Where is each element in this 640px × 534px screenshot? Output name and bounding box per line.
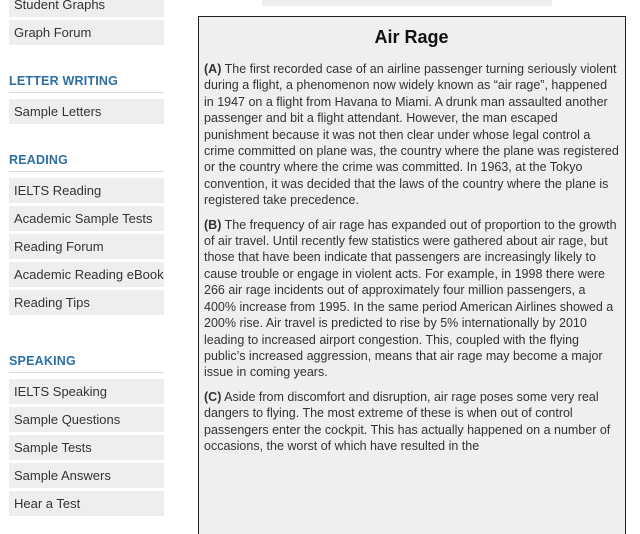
paragraph-letter: (A) — [204, 62, 222, 76]
paragraph-text: The first recorded case of an airline passenger turning seriously violent during a flight, a phenomenon now widely known as “air rage”, happened in 1947 on a flight from Havana to Miami. A drunk man assaulted another passenger and bit a flight attendant. However, the man escaped punishment because it was not then clear under whose legal control a crime committed on plane was, the country where the plane was registered or the country where the crime was committed. In 1963, at the Tokyo convention, it was decided that the laws of the country where the plane is registered take precedence. — [204, 62, 619, 208]
article-paragraph-c — [204, 389, 619, 455]
sidebar-nav — [9, 0, 164, 519]
sidebar-item-sample-tests[interactable]: Sample Tests — [9, 435, 164, 460]
sidebar-item-academic-reading-ebook[interactable]: Academic Reading eBook — [9, 262, 164, 287]
sidebar-item-sample-questions[interactable]: Sample Questions — [9, 407, 164, 432]
article-paragraph-a — [204, 61, 619, 209]
sidebar-item-academic-sample-tests[interactable]: Academic Sample Tests — [9, 206, 164, 231]
section-heading-reading: READING — [9, 153, 164, 172]
section-heading-letter-writing: LETTER WRITING — [9, 74, 164, 93]
top-strip — [262, 0, 552, 6]
sidebar-item-ielts-speaking[interactable]: IELTS Speaking — [9, 379, 164, 404]
paragraph-letter: (C) — [204, 389, 222, 404]
paragraph-text: Aside from discomfort and disruption, air rage poses some very real dangers to flying. The most extreme of these is when out of control passengers enter the cockpit. This has actually happened on a number of occasions, the worst of which have resulted in the — [204, 389, 611, 453]
sidebar-item-ielts-reading[interactable]: IELTS Reading — [9, 178, 164, 203]
article-box — [198, 16, 626, 534]
paragraph-letter: (B) — [204, 217, 222, 232]
sidebar-item-student-graphs[interactable]: Student Graphs — [9, 0, 164, 17]
sidebar-item-sample-letters[interactable]: Sample Letters — [9, 99, 164, 124]
article-paragraph-b — [204, 217, 619, 381]
sidebar-item-sample-answers[interactable]: Sample Answers — [9, 463, 164, 488]
section-heading-speaking: SPEAKING — [9, 354, 164, 373]
paragraph-text: The frequency of air rage has expanded out of proportion to the growth of air travel. Until recently few statistics were gathered about air rage, but those that have been indicate that passengers are increasingly likely to cause trouble or engage in violent acts. For example, in 1998 there were 266 air rage incidents out of approximately four million passengers, a 400% increase from 1995. In the same period American Airlines showed a 200% rise. Air travel is predicted to rise by 5% internationally by 2010 leading to increased airport congestion. This, coupled with the flying public’s increased aggression, means that air rage may become a major issue in coming years. — [204, 217, 617, 380]
article-title: Air Rage — [374, 27, 449, 47]
sidebar-item-reading-tips[interactable]: Reading Tips — [9, 290, 164, 315]
sidebar-item-reading-forum[interactable]: Reading Forum — [9, 234, 164, 259]
sidebar-item-hear-a-test[interactable]: Hear a Test — [9, 491, 164, 516]
sidebar-item-graph-forum[interactable]: Graph Forum — [9, 20, 164, 45]
